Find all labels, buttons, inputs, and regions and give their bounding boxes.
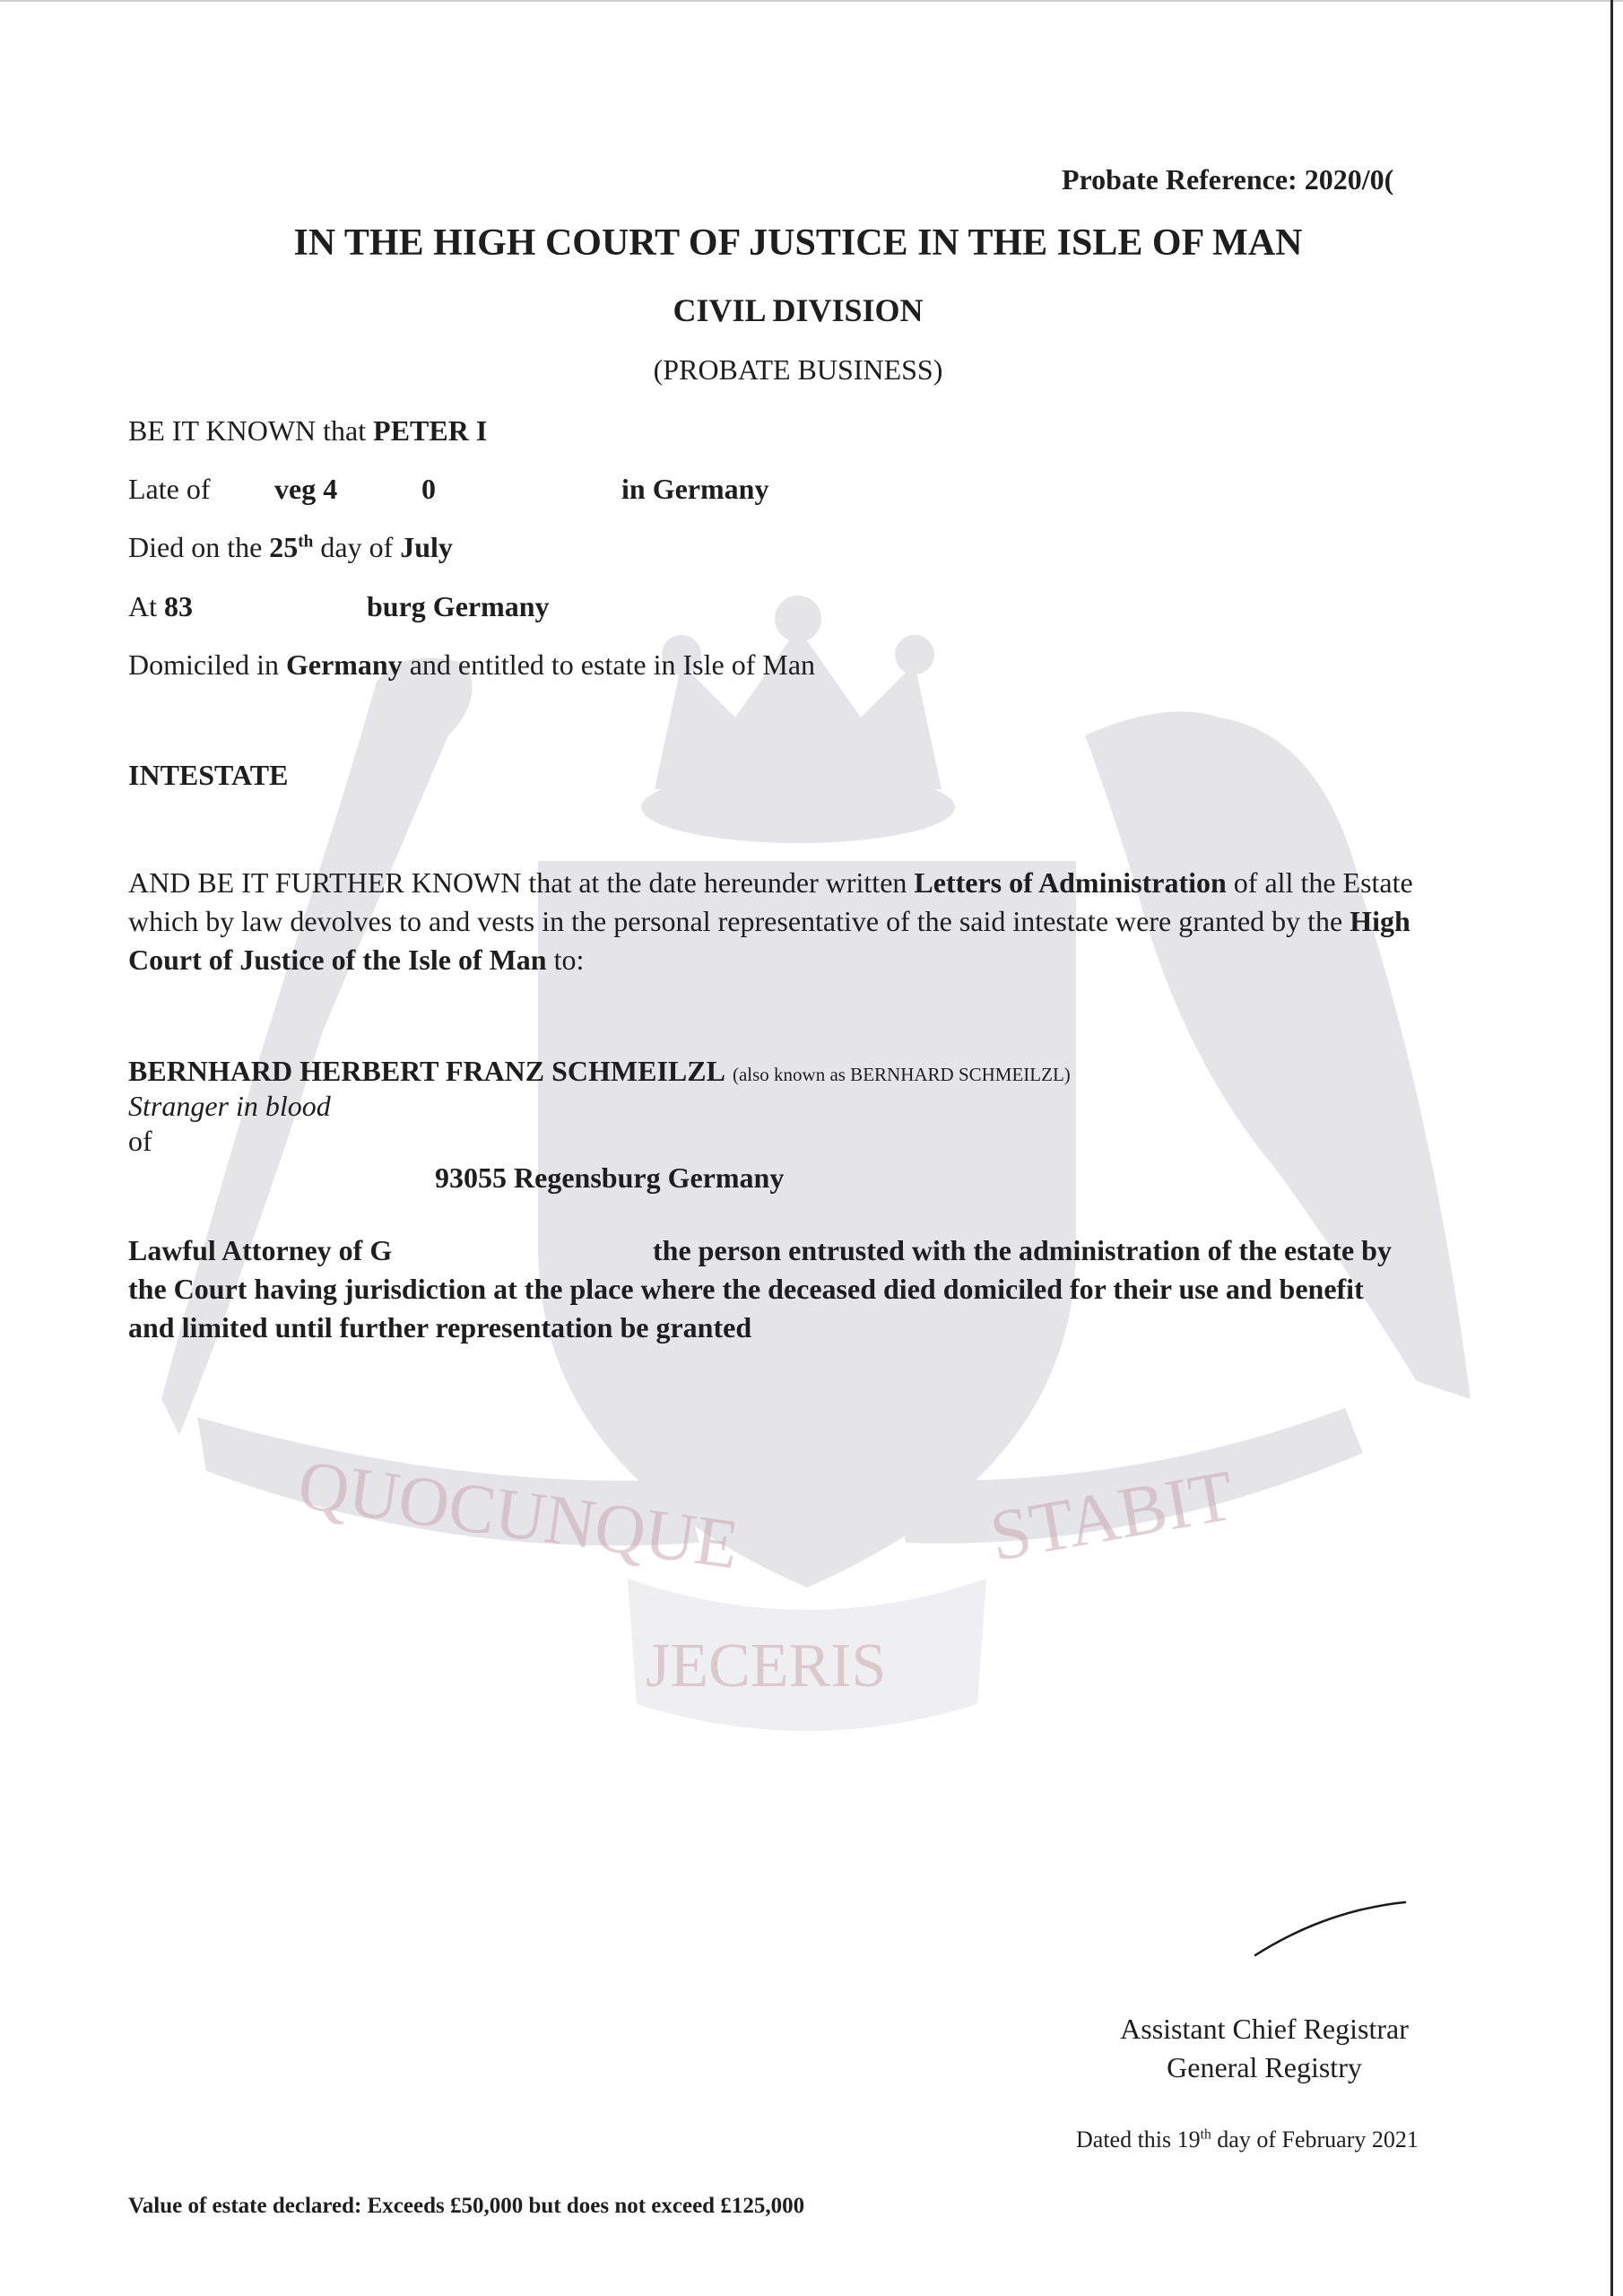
address-part-1: veg 4: [274, 473, 338, 505]
grantee-name: BERNHARD HERBERT FRANZ SCHMEILZL: [128, 1055, 725, 1087]
signatory-office: General Registry: [1167, 2051, 1362, 2083]
capacity-line-1a: Lawful Attorney of G: [128, 1234, 393, 1266]
capacity-line-2: the Court having jurisdiction at the place where the deceased died domiciled for their use and benefit: [128, 1273, 1364, 1305]
business-subtitle: (PROBATE BUSINESS): [653, 353, 943, 386]
be-it-known-line: BE IT KNOWN that PETER I: [128, 414, 488, 447]
address-country: in Germany: [621, 473, 769, 505]
signatory-title: Assistant Chief Registrar: [1120, 2013, 1409, 2045]
late-of-label: Late of: [128, 473, 211, 505]
motto-bottom-text: JECERIS: [646, 1631, 887, 1700]
place-of-death-city: burg Germany: [367, 590, 550, 622]
division-title: CIVIL DIVISION: [673, 292, 924, 328]
grantee-address: 93055 Regensburg Germany: [435, 1161, 785, 1194]
place-of-death-line: At 83: [128, 590, 193, 622]
court-title: IN THE HIGH COURT OF JUSTICE IN THE ISLE OF MAN: [293, 222, 1303, 264]
grantee-line: [128, 1057, 1071, 1085]
grantee-relation: Stranger in blood: [128, 1090, 331, 1122]
grantee-of-label: of: [128, 1125, 152, 1157]
grant-paragraph: AND BE IT FURTHER KNOWN that at the date hereunder written Letters of Administration of all the Estate which by law devolves to and vests in the personal representative of the said intestate were granted by the High Court of Justice of the Isle of Man to:: [128, 866, 1413, 976]
motto-left-text: QUOCUNQUE: [293, 1444, 743, 1584]
registrar-signature-icon: [1251, 1897, 1412, 1960]
domiciled-line: Domiciled in Germany and entitled to estate in Isle of Man: [128, 648, 816, 681]
died-on-line: Died on the 25th day of July: [128, 531, 453, 563]
grantee-aka: (also known as BERNHARD SCHMEILZL): [732, 1064, 1071, 1085]
address-part-2: 0: [421, 473, 436, 505]
dated-line: Dated this 19th day of February 2021: [1076, 2126, 1419, 2152]
estate-value: Value of estate declared: Exceeds £50,000 but does not exceed £125,000: [128, 2194, 805, 2218]
probate-reference: Probate Reference: 2020/0(: [1062, 163, 1394, 196]
motto-right-text: STABIT: [984, 1456, 1240, 1577]
capacity-line-1b: the person entrusted with the administration of the estate by: [653, 1234, 1392, 1266]
deceased-name: PETER I: [373, 414, 488, 447]
intestate-heading: INTESTATE: [128, 759, 289, 791]
capacity-line-3: and limited until further representation be granted: [128, 1311, 752, 1344]
